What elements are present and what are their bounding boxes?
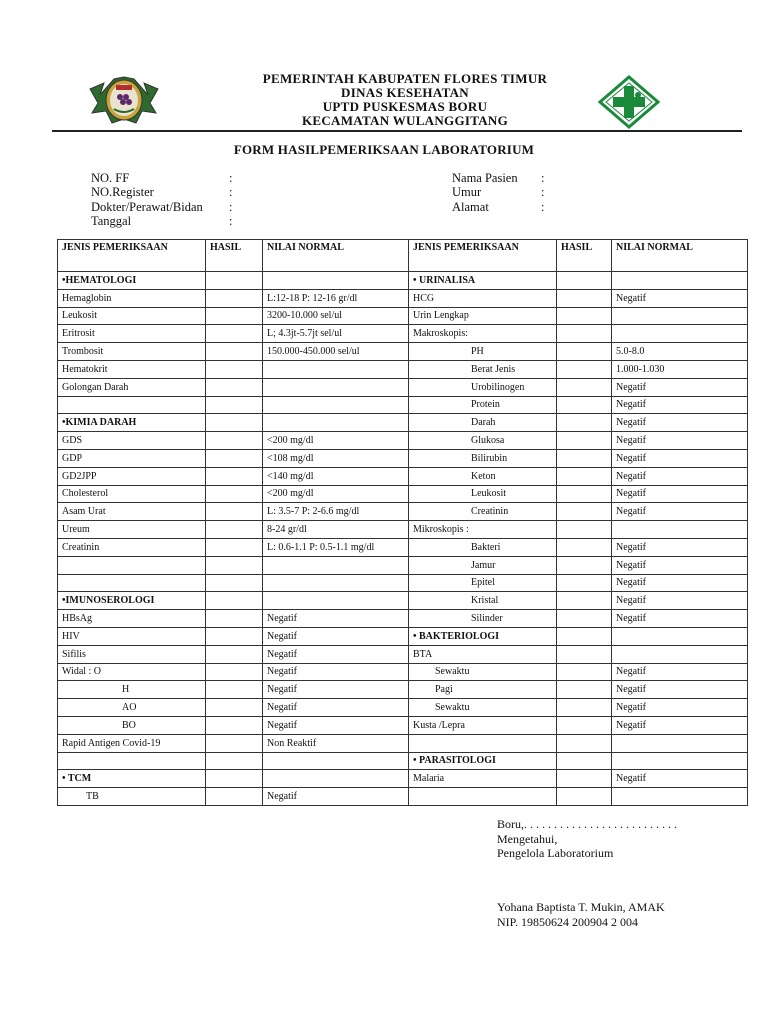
exam-name-cell: Leukosit <box>409 485 557 503</box>
normal-value-cell: Negatif <box>612 663 748 681</box>
result-cell <box>557 360 612 378</box>
exam-name-cell: Pagi <box>409 681 557 699</box>
normal-value-cell: Negatif <box>263 645 409 663</box>
result-cell <box>206 538 263 556</box>
exam-name-cell: Hematokrit <box>58 360 206 378</box>
result-cell <box>206 503 263 521</box>
exam-name-cell: Asam Urat <box>58 503 206 521</box>
exam-name-cell: HIV <box>58 627 206 645</box>
patient-info-left <box>91 171 251 229</box>
signatory-name: Yohana Baptista T. Mukin, AMAK <box>497 900 665 914</box>
exam-name-cell: Darah <box>409 414 557 432</box>
field-label: NO.Register <box>91 185 154 200</box>
result-cell <box>206 610 263 628</box>
result-cell <box>206 663 263 681</box>
normal-value-cell <box>263 360 409 378</box>
exam-name-cell: GD2JPP <box>58 467 206 485</box>
normal-value-cell: 3200-10.000 sel/ul <box>263 307 409 325</box>
exam-name-cell: PH <box>409 343 557 361</box>
exam-name-cell <box>58 574 206 592</box>
exam-name-cell: •KIMIA DARAH <box>58 414 206 432</box>
normal-value-cell <box>263 574 409 592</box>
table-row <box>58 449 748 467</box>
exam-name-cell <box>58 396 206 414</box>
exam-name-cell: GDS <box>58 432 206 450</box>
table-row <box>58 574 748 592</box>
column-header: HASIL <box>206 240 263 272</box>
table-row <box>58 360 748 378</box>
exam-name-cell: Silinder <box>409 610 557 628</box>
exam-name-cell: Ureum <box>58 521 206 539</box>
table-row <box>58 610 748 628</box>
regency-emblem <box>86 73 162 127</box>
table-row <box>58 699 748 717</box>
normal-value-cell <box>263 414 409 432</box>
result-cell <box>557 681 612 699</box>
normal-value-cell: Non Reaktif <box>263 734 409 752</box>
normal-value-cell: Negatif <box>612 485 748 503</box>
exam-name-cell: Trombosit <box>58 343 206 361</box>
exam-name-cell: AO <box>58 699 206 717</box>
normal-value-cell: 8-24 gr/dl <box>263 521 409 539</box>
normal-value-cell <box>612 645 748 663</box>
exam-name-cell: HCG <box>409 289 557 307</box>
normal-value-cell: 150.000-450.000 sel/ul <box>263 343 409 361</box>
normal-value-cell: Negatif <box>612 503 748 521</box>
exam-name-cell: •HEMATOLOGI <box>58 272 206 290</box>
exam-name-cell: GDP <box>58 449 206 467</box>
table-row <box>58 378 748 396</box>
table-row <box>58 663 748 681</box>
result-cell <box>557 592 612 610</box>
result-cell <box>206 627 263 645</box>
normal-value-cell: Negatif <box>612 289 748 307</box>
table-row <box>58 788 748 806</box>
exam-name-cell <box>409 734 557 752</box>
field-colon: : <box>541 185 545 200</box>
normal-value-cell: Negatif <box>612 592 748 610</box>
patient-info-right <box>452 171 562 214</box>
normal-value-cell <box>263 556 409 574</box>
result-cell <box>206 699 263 717</box>
table-row <box>58 752 748 770</box>
table-row <box>58 467 748 485</box>
table-row <box>58 289 748 307</box>
normal-value-cell <box>612 272 748 290</box>
table-row <box>58 627 748 645</box>
letterhead-line2: DINAS KESEHATAN <box>341 85 469 100</box>
table-row <box>58 325 748 343</box>
exam-name-cell: Sewaktu <box>409 699 557 717</box>
result-cell <box>206 681 263 699</box>
normal-value-cell: <200 mg/dl <box>263 432 409 450</box>
result-cell <box>557 272 612 290</box>
result-cell <box>206 592 263 610</box>
letterhead-line1: PEMERINTAH KABUPATEN FLORES TIMUR <box>262 71 548 86</box>
table-row <box>58 307 748 325</box>
exam-name-cell: Eritrosit <box>58 325 206 343</box>
normal-value-cell <box>263 752 409 770</box>
normal-value-cell <box>263 396 409 414</box>
lab-results-table <box>57 239 748 806</box>
result-cell <box>206 716 263 734</box>
exam-name-cell: Glukosa <box>409 432 557 450</box>
exam-name-cell: • URINALISA <box>409 272 557 290</box>
field-colon: : <box>229 185 233 200</box>
result-cell <box>206 449 263 467</box>
field-colon: : <box>541 171 545 185</box>
result-cell <box>206 788 263 806</box>
form-title: FORM HASILPEMERIKSAAN LABORATORIUM <box>233 142 535 157</box>
field-colon: : <box>229 214 233 229</box>
table-row <box>58 272 748 290</box>
signatory <box>497 900 665 929</box>
table-row <box>58 503 748 521</box>
signature-role: Pengelola Laboratorium <box>497 846 614 860</box>
result-cell <box>557 734 612 752</box>
table-row <box>58 485 748 503</box>
normal-value-cell: L; 4.3jt-5.7jt sel/ul <box>263 325 409 343</box>
field-label: Nama Pasien <box>452 171 518 185</box>
table-row <box>58 396 748 414</box>
exam-name-cell: Jamur <box>409 556 557 574</box>
signatory-nip: NIP. 19850624 200904 2 004 <box>497 914 639 929</box>
result-cell <box>206 485 263 503</box>
table-row <box>58 770 748 788</box>
result-cell <box>557 788 612 806</box>
result-cell <box>206 467 263 485</box>
normal-value-cell: <140 mg/dl <box>263 467 409 485</box>
result-cell <box>557 556 612 574</box>
result-cell <box>206 378 263 396</box>
signature-acknowledged: Mengetahui, <box>497 831 558 846</box>
exam-name-cell: Urobilinogen <box>409 378 557 396</box>
table-row <box>58 645 748 663</box>
exam-name-cell: Urin Lengkap <box>409 307 557 325</box>
result-cell <box>557 752 612 770</box>
result-cell <box>557 485 612 503</box>
result-cell <box>557 396 612 414</box>
exam-name-cell: Rapid Antigen Covid-19 <box>58 734 206 752</box>
result-cell <box>206 272 263 290</box>
letterhead-line3: UPTD PUSKESMAS BORU <box>322 99 488 114</box>
normal-value-cell <box>263 272 409 290</box>
exam-name-cell: • TCM <box>58 770 206 788</box>
exam-name-cell: Creatinin <box>58 538 206 556</box>
normal-value-cell: Negatif <box>263 627 409 645</box>
result-cell <box>557 770 612 788</box>
table-row <box>58 734 748 752</box>
exam-name-cell <box>58 556 206 574</box>
result-cell <box>557 325 612 343</box>
result-cell <box>206 325 263 343</box>
exam-name-cell: Leukosit <box>58 307 206 325</box>
result-cell <box>557 645 612 663</box>
normal-value-cell <box>612 752 748 770</box>
result-cell <box>557 521 612 539</box>
normal-value-cell: Negatif <box>263 663 409 681</box>
table-row <box>58 521 748 539</box>
normal-value-cell: Negatif <box>612 681 748 699</box>
normal-value-cell: Negatif <box>263 699 409 717</box>
result-cell <box>206 414 263 432</box>
normal-value-cell <box>612 788 748 806</box>
normal-value-cell <box>612 307 748 325</box>
result-cell <box>557 467 612 485</box>
table-row <box>58 432 748 450</box>
result-cell <box>206 432 263 450</box>
result-cell <box>557 574 612 592</box>
exam-name-cell <box>409 788 557 806</box>
normal-value-cell: <108 mg/dl <box>263 449 409 467</box>
field-colon: : <box>229 199 233 214</box>
result-cell <box>206 556 263 574</box>
result-cell <box>557 378 612 396</box>
result-cell <box>206 752 263 770</box>
normal-value-cell: Negatif <box>612 396 748 414</box>
result-cell <box>557 503 612 521</box>
table-row <box>58 592 748 610</box>
normal-value-cell: Negatif <box>612 467 748 485</box>
result-cell <box>206 574 263 592</box>
result-cell <box>557 307 612 325</box>
normal-value-cell <box>612 734 748 752</box>
normal-value-cell: <200 mg/dl <box>263 485 409 503</box>
signature-place-date: Boru,. . . . . . . . . . . . . . . . . . . . . . . . . . <box>497 817 677 831</box>
exam-name-cell: Kusta /Lepra <box>409 716 557 734</box>
result-cell <box>557 538 612 556</box>
exam-name-cell: Protein <box>409 396 557 414</box>
normal-value-cell: Negatif <box>263 788 409 806</box>
exam-name-cell: Epitel <box>409 574 557 592</box>
normal-value-cell: L: 0.6-1.1 P: 0.5-1.1 mg/dl <box>263 538 409 556</box>
normal-value-cell: Negatif <box>612 770 748 788</box>
result-cell <box>206 734 263 752</box>
result-cell <box>206 521 263 539</box>
column-header: JENIS PEMERIKSAAN <box>409 240 557 272</box>
normal-value-cell <box>612 521 748 539</box>
table-row <box>58 556 748 574</box>
field-colon: : <box>229 171 233 185</box>
normal-value-cell: Negatif <box>612 432 748 450</box>
exam-name-cell: Sewaktu <box>409 663 557 681</box>
field-label: NO. FF <box>91 171 130 185</box>
exam-name-cell: •IMUNOSEROLOGI <box>58 592 206 610</box>
exam-name-cell: • BAKTERIOLOGI <box>409 627 557 645</box>
field-label: Dokter/Perawat/Bidan <box>91 199 203 214</box>
table-header-row <box>58 240 748 272</box>
exam-name-cell: Bakteri <box>409 538 557 556</box>
normal-value-cell: Negatif <box>612 574 748 592</box>
exam-name-cell: Bilirubin <box>409 449 557 467</box>
result-cell <box>557 449 612 467</box>
field-label: Umur <box>452 185 482 200</box>
result-cell <box>206 343 263 361</box>
result-cell <box>557 432 612 450</box>
result-cell <box>557 699 612 717</box>
result-cell <box>206 645 263 663</box>
exam-name-cell: TB <box>58 788 206 806</box>
result-cell <box>206 307 263 325</box>
result-cell <box>557 610 612 628</box>
normal-value-cell: Negatif <box>612 699 748 717</box>
letterhead <box>200 72 610 128</box>
result-cell <box>557 716 612 734</box>
normal-value-cell: L:12-18 P: 12-16 gr/dl <box>263 289 409 307</box>
exam-name-cell: Kristal <box>409 592 557 610</box>
normal-value-cell: Negatif <box>612 610 748 628</box>
table-row <box>58 716 748 734</box>
normal-value-cell: Negatif <box>263 681 409 699</box>
normal-value-cell <box>263 592 409 610</box>
field-colon: : <box>541 199 545 214</box>
normal-value-cell <box>263 770 409 788</box>
exam-name-cell: BO <box>58 716 206 734</box>
normal-value-cell: 5.0-8.0 <box>612 343 748 361</box>
normal-value-cell: Negatif <box>612 716 748 734</box>
exam-name-cell: Berat Jenis <box>409 360 557 378</box>
letterhead-divider <box>52 130 742 132</box>
normal-value-cell <box>263 378 409 396</box>
normal-value-cell: Negatif <box>612 538 748 556</box>
normal-value-cell: Negatif <box>612 414 748 432</box>
normal-value-cell: Negatif <box>263 716 409 734</box>
result-cell <box>206 770 263 788</box>
exam-name-cell: Widal : O <box>58 663 206 681</box>
result-cell <box>206 360 263 378</box>
exam-name-cell: BTA <box>409 645 557 663</box>
letterhead-line4: KECAMATAN WULANGGITANG <box>301 113 509 128</box>
exam-name-cell <box>58 752 206 770</box>
exam-name-cell: Makroskopis: <box>409 325 557 343</box>
normal-value-cell: Negatif <box>612 449 748 467</box>
normal-value-cell: L: 3.5-7 P: 2-6.6 mg/dl <box>263 503 409 521</box>
exam-name-cell: Hemaglobin <box>58 289 206 307</box>
column-header: NILAI NORMAL <box>263 240 409 272</box>
field-label: Tanggal <box>91 214 132 229</box>
exam-name-cell: • PARASITOLOGI <box>409 752 557 770</box>
result-cell <box>206 396 263 414</box>
normal-value-cell: 1.000-1.030 <box>612 360 748 378</box>
normal-value-cell: Negatif <box>612 378 748 396</box>
table-row <box>58 681 748 699</box>
exam-name-cell: H <box>58 681 206 699</box>
normal-value-cell <box>612 325 748 343</box>
exam-name-cell: Malaria <box>409 770 557 788</box>
exam-name-cell: HBsAg <box>58 610 206 628</box>
normal-value-cell <box>612 627 748 645</box>
exam-name-cell: Keton <box>409 467 557 485</box>
exam-name-cell: Creatinin <box>409 503 557 521</box>
normal-value-cell: Negatif <box>263 610 409 628</box>
exam-name-cell: Golongan Darah <box>58 378 206 396</box>
exam-name-cell: Cholesterol <box>58 485 206 503</box>
column-header: NILAI NORMAL <box>612 240 748 272</box>
result-cell <box>557 289 612 307</box>
field-label: Alamat <box>452 199 489 214</box>
exam-name-cell: Mikroskopis : <box>409 521 557 539</box>
normal-value-cell: Negatif <box>612 556 748 574</box>
result-cell <box>557 414 612 432</box>
table-row <box>58 343 748 361</box>
result-cell <box>557 343 612 361</box>
signature-block <box>497 817 677 861</box>
result-cell <box>206 289 263 307</box>
result-cell <box>557 663 612 681</box>
table-row <box>58 414 748 432</box>
exam-name-cell: Sifilis <box>58 645 206 663</box>
column-header: JENIS PEMERIKSAAN <box>58 240 206 272</box>
result-cell <box>557 627 612 645</box>
column-header: HASIL <box>557 240 612 272</box>
table-row <box>58 538 748 556</box>
